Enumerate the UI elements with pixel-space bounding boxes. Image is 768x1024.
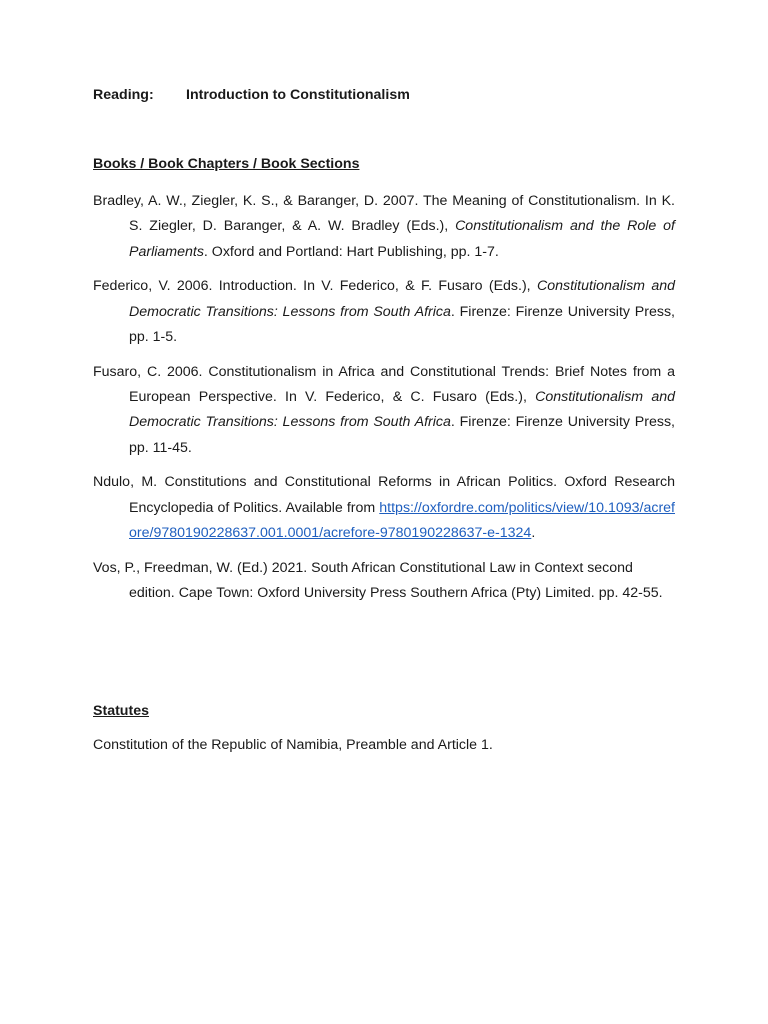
reading-label: Reading: <box>93 87 154 103</box>
reference-list <box>93 189 675 616</box>
reference-ndulo <box>93 470 675 546</box>
reference-text: . Firenze: Firenze University Press, pp. 11-45. <box>129 414 675 456</box>
reference-book-title: Constitutionalism and Democratic Transitions: Lessons from South Africa <box>129 389 675 431</box>
reference-text: Bradley, A. W., Ziegler, K. S., & Baranger, D. 2007. The Meaning of Constitutionalism. In K. S. Ziegler, D. Baranger, & A. W. Bradley (Eds.), <box>93 193 675 235</box>
statutes-section-title: Statutes <box>93 703 149 719</box>
reference-book-title: Constitutionalism and the Role of Parliaments <box>129 218 676 260</box>
reference-text: . Oxford and Portland: Hart Publishing, pp. 1-7. <box>203 243 499 260</box>
reference-text: Fusaro, C. 2006. Constitutionalism in Africa and Constitutional Trends: Brief Notes from a European Perspective. In V. Federico, & C. Fusaro (Eds.), <box>93 363 675 406</box>
statute-item: Constitution of the Republic of Namibia, Preamble and Article 1. <box>93 737 493 753</box>
reading-heading <box>93 87 410 103</box>
reference-text: Ndulo, M. Constitutions and Constitutional Reforms in African Politics. Oxford Research Encyclopedia of Politics. Available from <box>93 474 675 516</box>
reading-title: Introduction to Constitutionalism <box>186 87 410 103</box>
reference-text: Vos, P., Freedman, W. (Ed.) 2021. South African Constitutional Law in Context second edition. Cape Town: Oxford University Press Southern Africa (Pty) Limited. pp. 42-55. <box>93 559 663 602</box>
reference-book-title: Constitutionalism and Democratic Transitions: Lessons from South Africa <box>129 278 675 320</box>
reference-text: Federico, V. 2006. Introduction. In V. Federico, & F. Fusaro (Eds.), <box>93 278 537 295</box>
reference-vos <box>93 556 675 607</box>
books-section-title: Books / Book Chapters / Book Sections <box>93 156 360 172</box>
reference-fusaro <box>93 360 675 461</box>
reference-bradley <box>93 189 675 265</box>
reference-link[interactable]: https://oxfordre.com/politics/view/10.1093/acrefore/9780190228637.001.0001/acrefore-9780190228637-e-1324 <box>129 499 675 542</box>
reference-text: . Firenze: Firenze University Press, pp. 1-5. <box>129 303 675 345</box>
reference-text: . <box>531 525 536 542</box>
reference-federico <box>93 274 675 350</box>
